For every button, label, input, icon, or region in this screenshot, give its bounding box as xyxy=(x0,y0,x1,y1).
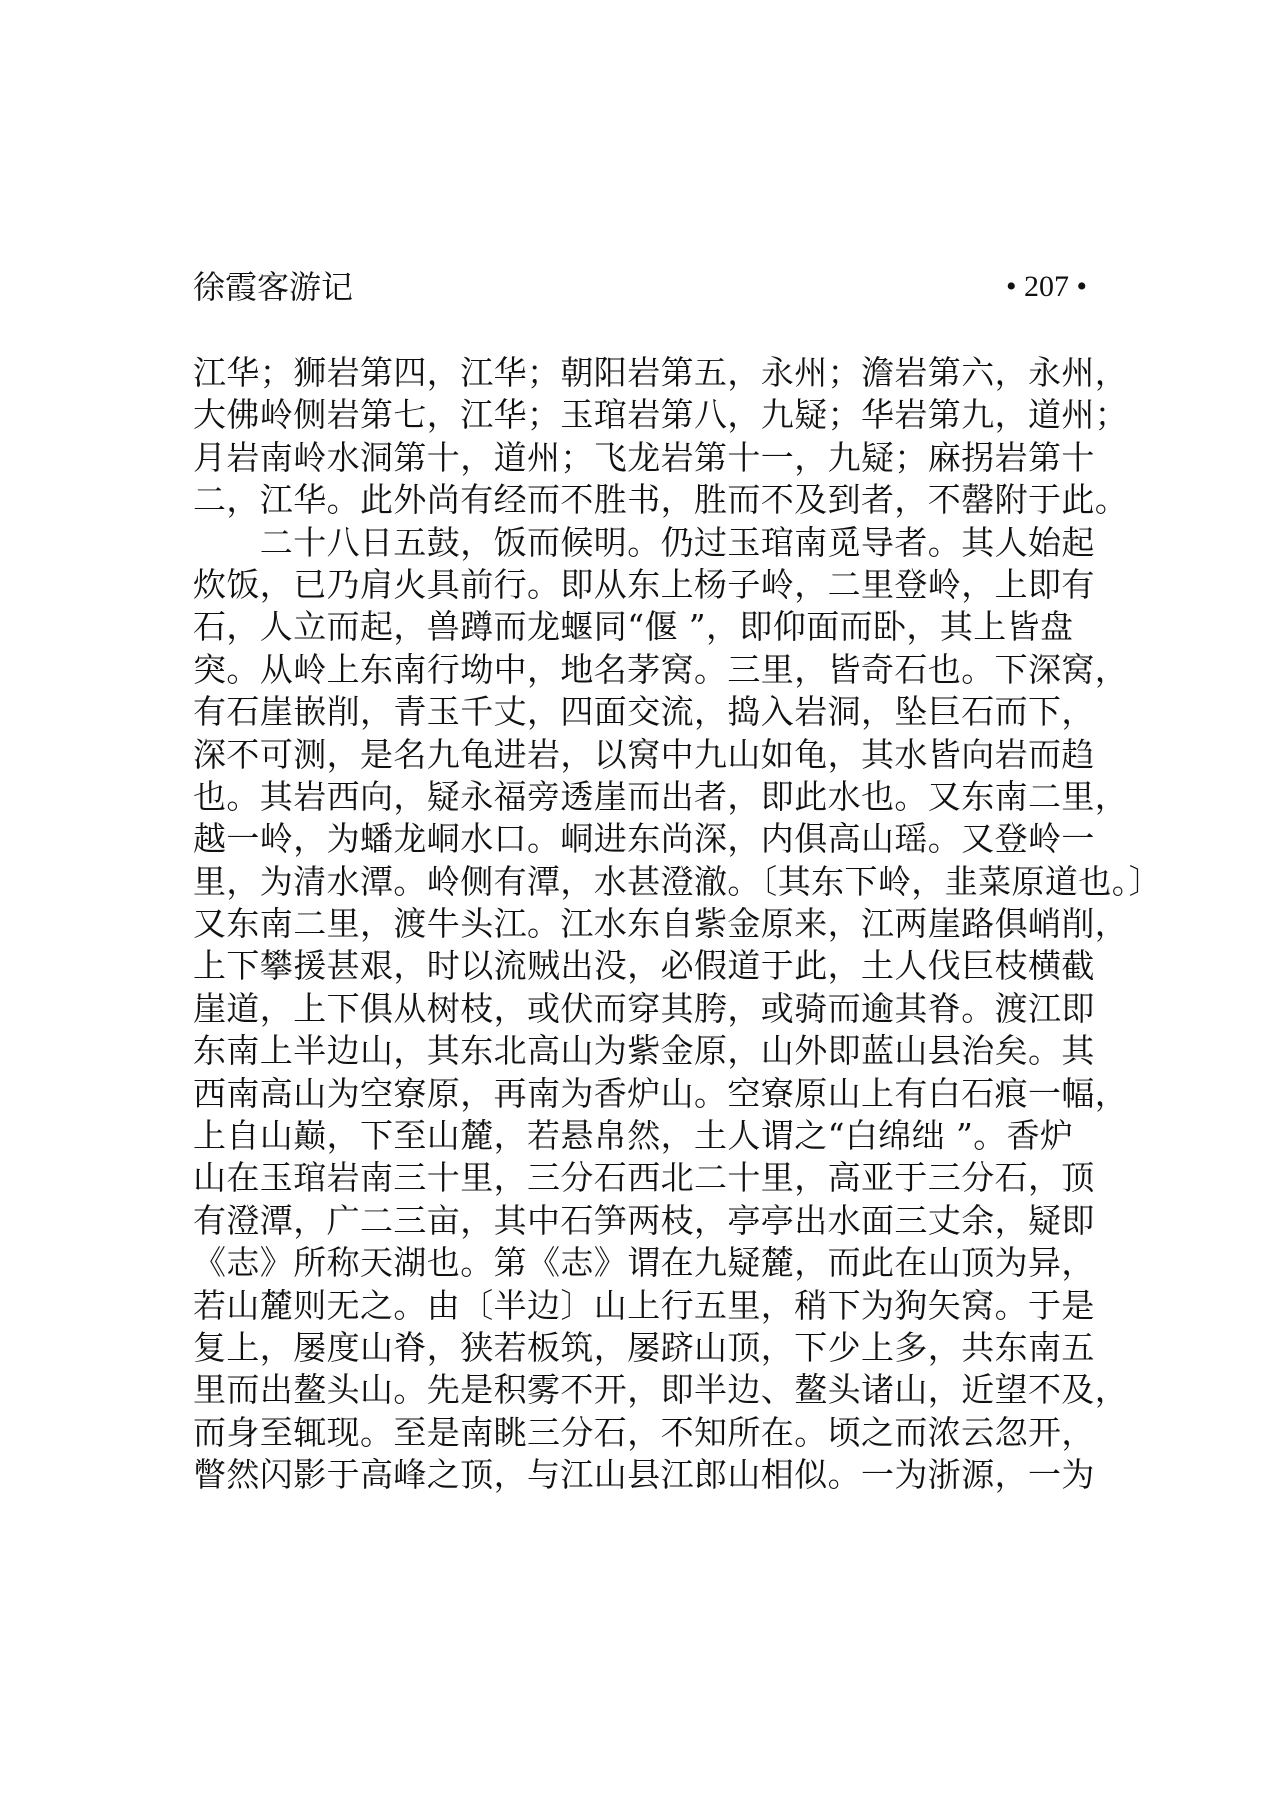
text-line: 若山麓则无之。由〔半边〕山上行五里，稍下为狗矢窝。于是 xyxy=(193,1285,1095,1325)
text-line: 大佛岭侧岩第七，江华；玉琯岩第八，九疑；华岩第九，道州； xyxy=(193,395,1129,435)
text-line: 里，为清水潭。岭侧有潭，水甚澄澈。〔其东下岭，韭菜原道也。〕 xyxy=(193,861,1162,901)
book-title: 徐霞客游记 xyxy=(193,268,354,306)
text-line: 月岩南岭水洞第十，道州；飞龙岩第十一，九疑；麻拐岩第十 xyxy=(193,437,1095,477)
text-line: 也。其岩西向，疑永福旁透崖而出者，即此水也。又东南二里， xyxy=(193,776,1129,816)
text-line: 瞥然闪影于高峰之顶，与江山县江郎山相似。一为浙源，一为 xyxy=(193,1455,1095,1495)
text-line: 炊饭，已乃肩火具前行。即从东上杨子岭，二里登岭，上即有 xyxy=(193,564,1095,604)
text-line: 又东南二里，渡牛头江。江水东自紫金原来，江两崖路俱峭削， xyxy=(193,904,1129,944)
text-line: 深不可测，是名九龟进岩，以窝中九山如龟，其水皆向岩而趋 xyxy=(193,734,1095,774)
text-line: 上自山巅，下至山麓，若悬帛然，土人谓之“白绵绌 ”。香炉 xyxy=(193,1116,1074,1156)
text-line: 复上，屡度山脊，狭若板筑，屡跻山顶，下少上多，共东南五 xyxy=(193,1327,1095,1367)
page-number: • 207 • xyxy=(1005,270,1087,303)
text-line: 越一岭，为蟠龙峒水口。峒进东尚深，内俱高山瑶。又登岭一 xyxy=(193,819,1095,859)
running-header xyxy=(193,262,1087,312)
text-line: 有石崖嵌削，青玉千丈，四面交流，捣入岩洞，坠巨石而下， xyxy=(193,692,1095,732)
text-line: 有澄潭，广二三亩，其中石笋两枝，亭亭出水面三丈余，疑即 xyxy=(193,1200,1095,1240)
text-line: 崖道，上下俱从树枝，或伏而穿其胯，或骑而逾其脊。渡江即 xyxy=(193,988,1095,1028)
text-line: 上下攀援甚艰，时以流贼出没，必假道于此，土人伐巨枝横截 xyxy=(193,946,1095,986)
text-line: 突。从岭上东南行坳中，地名茅窝。三里，皆奇石也。下深窝， xyxy=(193,649,1129,689)
text-line: 里而出鳌头山。先是积雾不开，即半边、鳌头诸山，近望不及， xyxy=(193,1370,1129,1410)
text-line: 而身至辄现。至是南眺三分石，不知所在。顷之而浓云忽开， xyxy=(193,1412,1095,1452)
text-line: 《志》所称天湖也。第《志》谓在九疑麓，而此在山顶为异， xyxy=(193,1243,1095,1283)
text-line: 二，江华。此外尚有经而不胜书，胜而不及到者，不罄附于此。 xyxy=(193,480,1129,520)
text-line: 江华；狮岩第四，江华；朝阳岩第五，永州；澹岩第六，永州， xyxy=(193,353,1129,392)
text-line: 山在玉琯岩南三十里，三分石西北二十里，高亚于三分石，顶 xyxy=(193,1158,1095,1198)
text-line: 东南上半边山，其东北高山为紫金原，山外即蓝山县治矣。其 xyxy=(193,1031,1095,1071)
body-text xyxy=(193,352,1162,1497)
text-line: 二十八日五鼓，饭而候明。仍过玉琯南觅导者。其人始起 xyxy=(193,522,1095,562)
text-line: 石，人立而起，兽蹲而龙蝘同“偃 ”，即仰面而卧，其上皆盘 xyxy=(193,607,1074,647)
text-line: 西南高山为空寮原，再南为香炉山。空寮原山上有白石痕一幅， xyxy=(193,1073,1129,1113)
